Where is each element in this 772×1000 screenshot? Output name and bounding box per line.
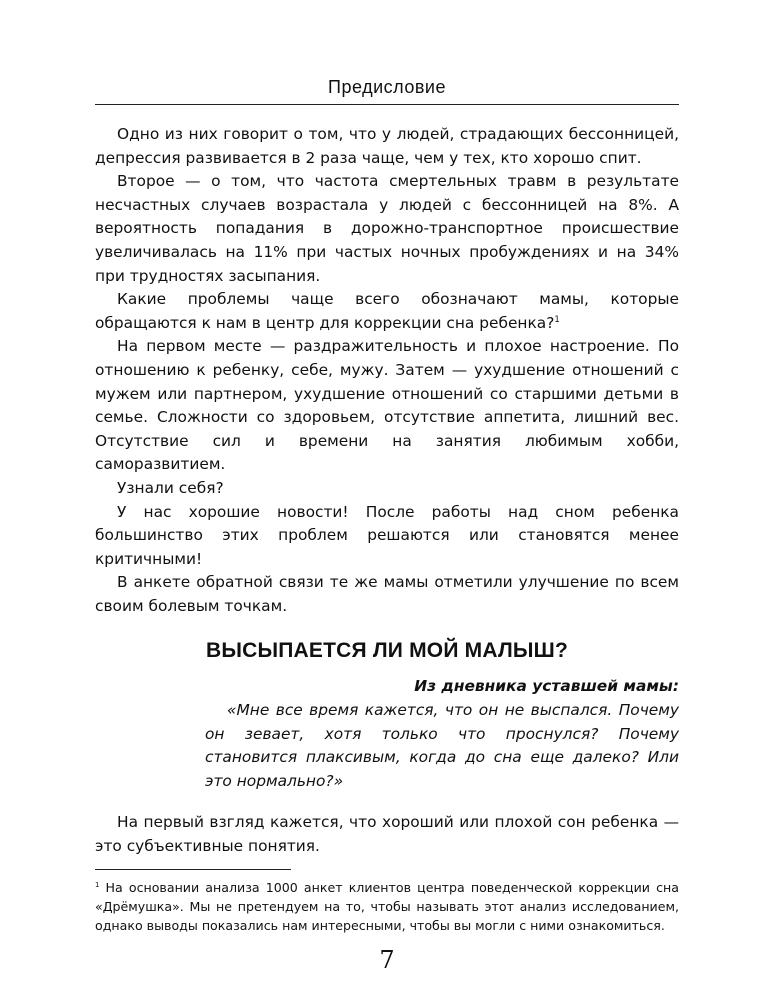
paragraph-5: Узнали себя? xyxy=(117,478,224,497)
book-page xyxy=(95,76,679,974)
epigraph-text: «Мне все время кажется, что он не выспался. Почему он зевает, хотя только что проснулся? Почему становится плаксивым, когда до сна еще далеко? Или это нормально?» xyxy=(205,701,679,790)
body-text xyxy=(95,123,679,618)
footnote-number: 1 xyxy=(95,880,100,889)
footnote-text: На основании анализа 1000 анкет клиентов центра поведенческой коррекции сна «Дрёмушка». Мы не претендуем на то, чтобы называть этот анализ исследованием, однако выводы показались нам интересными, чтобы вы могли с ними ознакомиться. xyxy=(95,879,679,934)
footnote-reference: 1 xyxy=(554,313,560,324)
paragraph-8: На первый взгляд кажется, что хороший или плохой сон ребенка — это субъективные понятия. xyxy=(95,813,679,856)
paragraph-1: Одно из них говорит о том, что у людей, страдающих бессонницей, депрессия развивается в 2 раза чаще, чем у тех, кто хорошо спит. xyxy=(95,125,679,167)
paragraph-3 xyxy=(95,288,679,335)
footnote xyxy=(95,878,679,936)
section-title: ВЫСЫПАЕТСЯ ЛИ МОЙ МАЛЫШ? xyxy=(206,639,568,663)
epigraph-title: Из дневника уставшей мамы: xyxy=(414,677,679,696)
running-header: Предисловие xyxy=(95,76,679,105)
paragraph-4: На первом месте — раздражительность и плохое настроение. По отношению к ребенку, себе, мужу. Затем — ухудшение отношений с мужем или партнером, ухудшение отношений со старшими детьми в семье. Сложности со здоровьем, отсутствие аппетита, лишний вес. Отсутствие сил и времени на занятия любимым хобби, саморазвитием. xyxy=(95,337,679,474)
footnote-divider xyxy=(95,869,291,870)
paragraph-2: Второе — о том, что частота смертельных травм в результате несчастных случаев возрастала у людей с бессонницей на 8%. А вероятность попадания в дорожно-транспортное происшествие увеличивалась на 11% при частых ночных пробуждениях и на 34% при трудностях засыпания. xyxy=(95,172,679,285)
body-text-after-epigraph xyxy=(95,811,679,858)
paragraph-3-text: Какие проблемы чаще всего обозначают мамы, которые обращаются к нам в центр для коррекции сна ребенка? xyxy=(95,290,679,332)
paragraph-7: В анкете обратной связи те же мамы отметили улучшение по всем своим болевым точкам. xyxy=(95,573,679,615)
page-number: 7 xyxy=(379,945,395,974)
epigraph xyxy=(205,675,679,793)
paragraph-6: У нас хорошие новости! После работы над сном ребенка большинство этих проблем решаются или становятся менее критичными! xyxy=(95,502,679,568)
